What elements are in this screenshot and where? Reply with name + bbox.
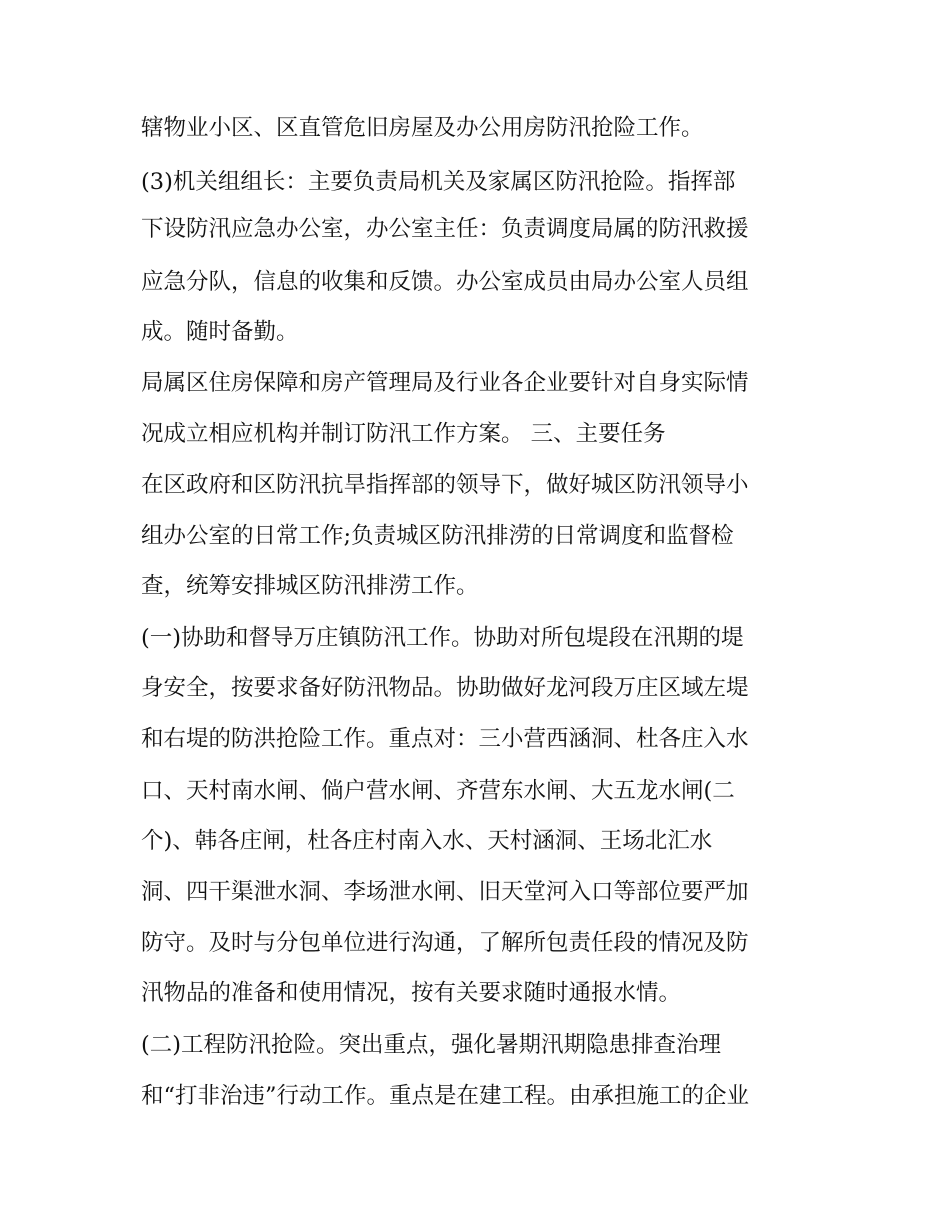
text-line: 应急分队，信息的收集和反馈。办公室成员由局办公室人员组 <box>141 269 749 295</box>
text-line: 辖物业小区、区直管危旧房屋及办公用房防汛抢险工作。 <box>141 115 704 141</box>
text-line: 口、天村南水闸、倘户营水闸、齐营东水闸、大五龙水闸(二 <box>141 778 735 804</box>
text-line: 防守。及时与分包单位进行沟通，了解所包责任段的情况及防 <box>141 930 749 956</box>
text-line: (3)机关组组长：主要负责局机关及家属区防汛抢险。指挥部 <box>141 169 736 195</box>
text-line: 下设防汛应急办公室，办公室主任：负责调度局属的防汛救援 <box>141 216 749 242</box>
text-line: 成。随时备勤。 <box>141 319 299 345</box>
text-line: 查，统筹安排城区防汛排涝工作。 <box>141 573 479 599</box>
text-line: 洞、四干渠泄水洞、李场泄水闸、旧天堂河入口等部位要严加 <box>141 879 749 905</box>
text-line: 组办公室的日常工作;负责城区防汛排涝的日常调度和监督检 <box>141 523 734 549</box>
text-line: 况成立相应机构并制订防汛工作方案。 三、主要任务 <box>141 421 666 447</box>
text-line: (二)工程防汛抢险。突出重点，强化暑期汛期隐患排查治理 <box>141 1032 722 1058</box>
text-line: 和右堤的防洪抢险工作。重点对：三小营西涵洞、杜各庄入水 <box>141 726 749 752</box>
text-line: (一)协助和督导万庄镇防汛工作。协助对所包堤段在汛期的堤 <box>141 625 744 651</box>
text-line: 和“打非治违”行动工作。重点是在建工程。由承担施工的企业 <box>141 1083 750 1109</box>
text-line: 个)、韩各庄闸，杜各庄村南入水、天村涵洞、王场北汇水 <box>141 828 713 854</box>
text-line: 在区政府和区防汛抗旱指挥部的领导下，做好城区防汛领导小 <box>141 472 749 498</box>
text-line: 汛物品的准备和使用情况，按有关要求随时通报水情。 <box>141 980 682 1006</box>
text-line: 局属区住房保障和房产管理局及行业各企业要针对自身实际情 <box>141 370 749 396</box>
text-line: 身安全，按要求备好防汛物品。协助做好龙河段万庄区域左堤 <box>141 675 749 701</box>
